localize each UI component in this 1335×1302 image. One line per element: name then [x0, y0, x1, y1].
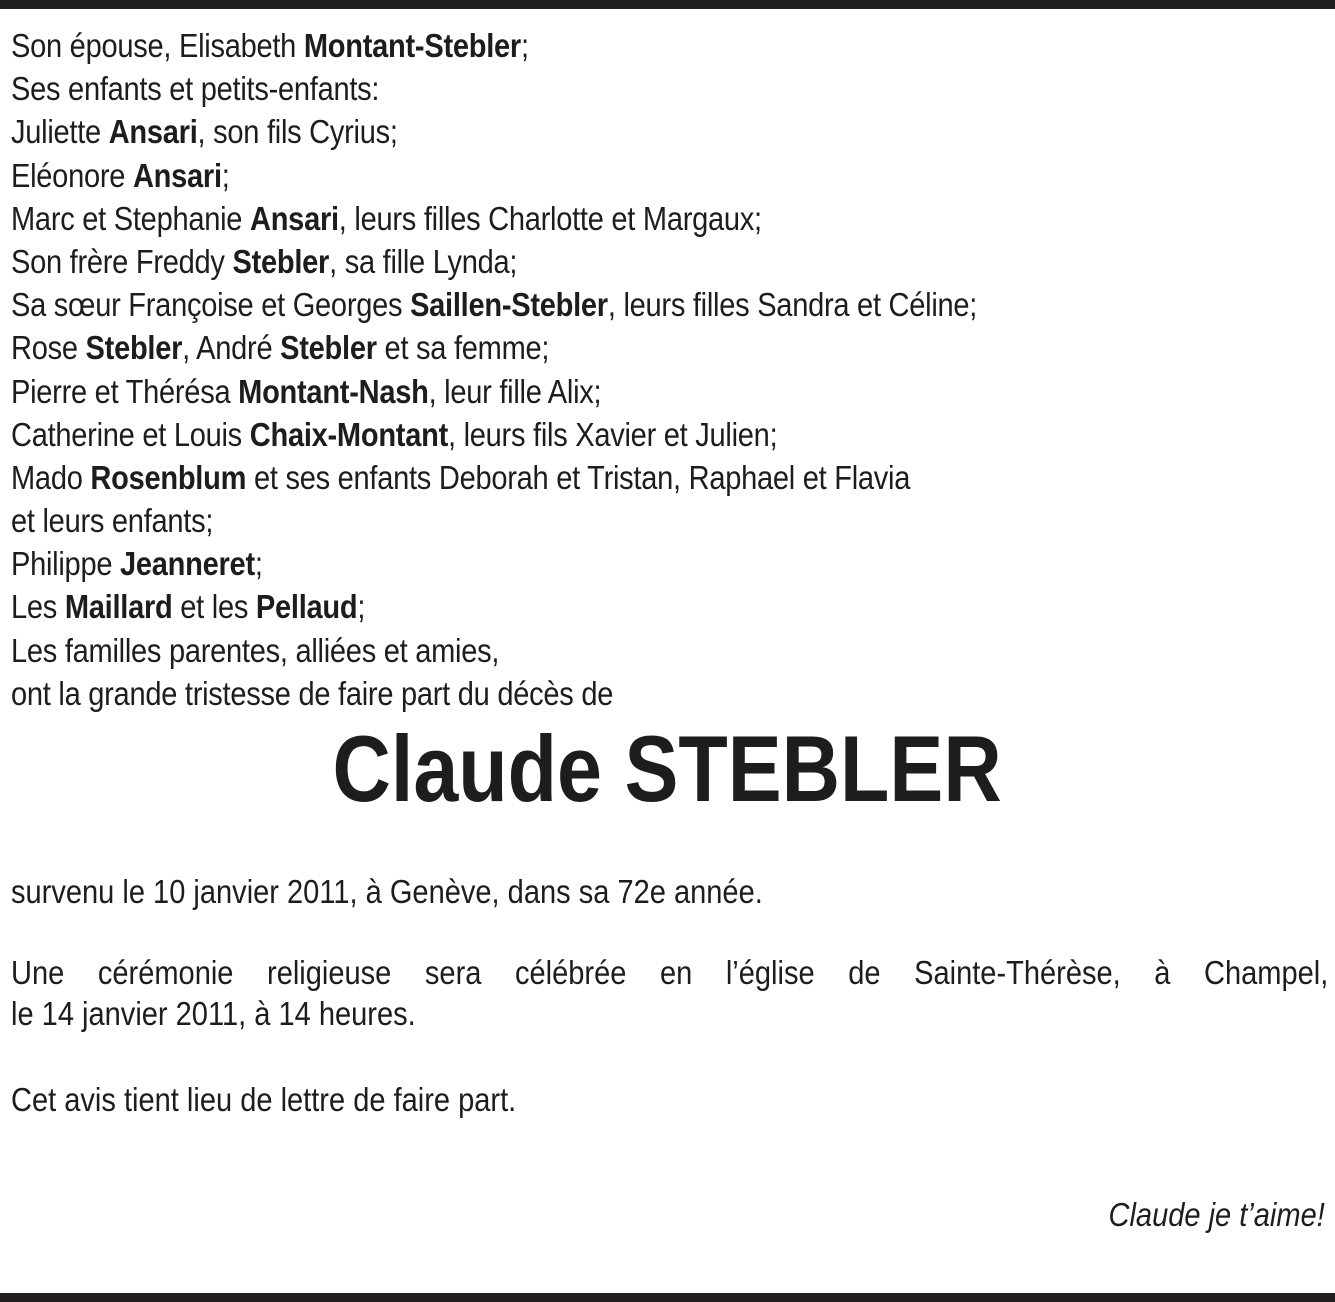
family-line: Les familles parentes, alliées et amies, — [11, 631, 500, 669]
family-line: Catherine et Louis Chaix-Montant, leurs fils Xavier et Julien; — [11, 415, 778, 453]
top-rule — [0, 0, 1335, 9]
family-line: Son épouse, Elisabeth Montant-Stebler; — [11, 27, 529, 64]
family-line: Eléonore Ansari; — [11, 156, 230, 194]
family-line: Ses enfants et petits-enfants: — [11, 70, 380, 108]
death-info: survenu le 10 janvier 2011, à Genève, dans sa 72e année. — [11, 873, 763, 910]
notice-text: Cet avis tient lieu de lettre de faire part. — [11, 1081, 517, 1118]
family-line: Sa sœur Françoise et Georges Saillen-Stebler, leurs filles Sandra et Céline; — [11, 286, 978, 324]
ceremony-info — [11, 953, 1328, 993]
deceased-name: Claude STEBLER — [332, 716, 1003, 821]
bottom-rule — [0, 1293, 1335, 1302]
family-line: Pierre et Thérésa Montant-Nash, leur fille Alix; — [11, 372, 602, 410]
ceremony-date: le 14 janvier 2011, à 14 heures. — [11, 995, 416, 1032]
ceremony-line: Une cérémonie religieuse sera célébrée en l’église de Sainte-Thérèse, à Champel, — [11, 954, 1329, 991]
family-line: Son frère Freddy Stebler, sa fille Lynda; — [11, 242, 518, 280]
family-line: Juliette Ansari, son fils Cyrius; — [11, 113, 398, 151]
family-list — [11, 24, 1155, 715]
family-line: Les Maillard et les Pellaud; — [11, 588, 366, 626]
family-line: Philippe Jeanneret; — [11, 545, 263, 583]
family-line: Rose Stebler, André Stebler et sa femme; — [11, 329, 550, 367]
family-line: et leurs enfants; — [11, 502, 214, 540]
family-line: ont la grande tristesse de faire part du décès de — [11, 674, 614, 712]
signoff: Claude je t’aime! — [1108, 1196, 1325, 1233]
family-line: Mado Rosenblum et ses enfants Deborah et Tristan, Raphael et Flavia — [11, 458, 911, 496]
family-line: Marc et Stephanie Ansari, leurs filles Charlotte et Margaux; — [11, 199, 762, 237]
